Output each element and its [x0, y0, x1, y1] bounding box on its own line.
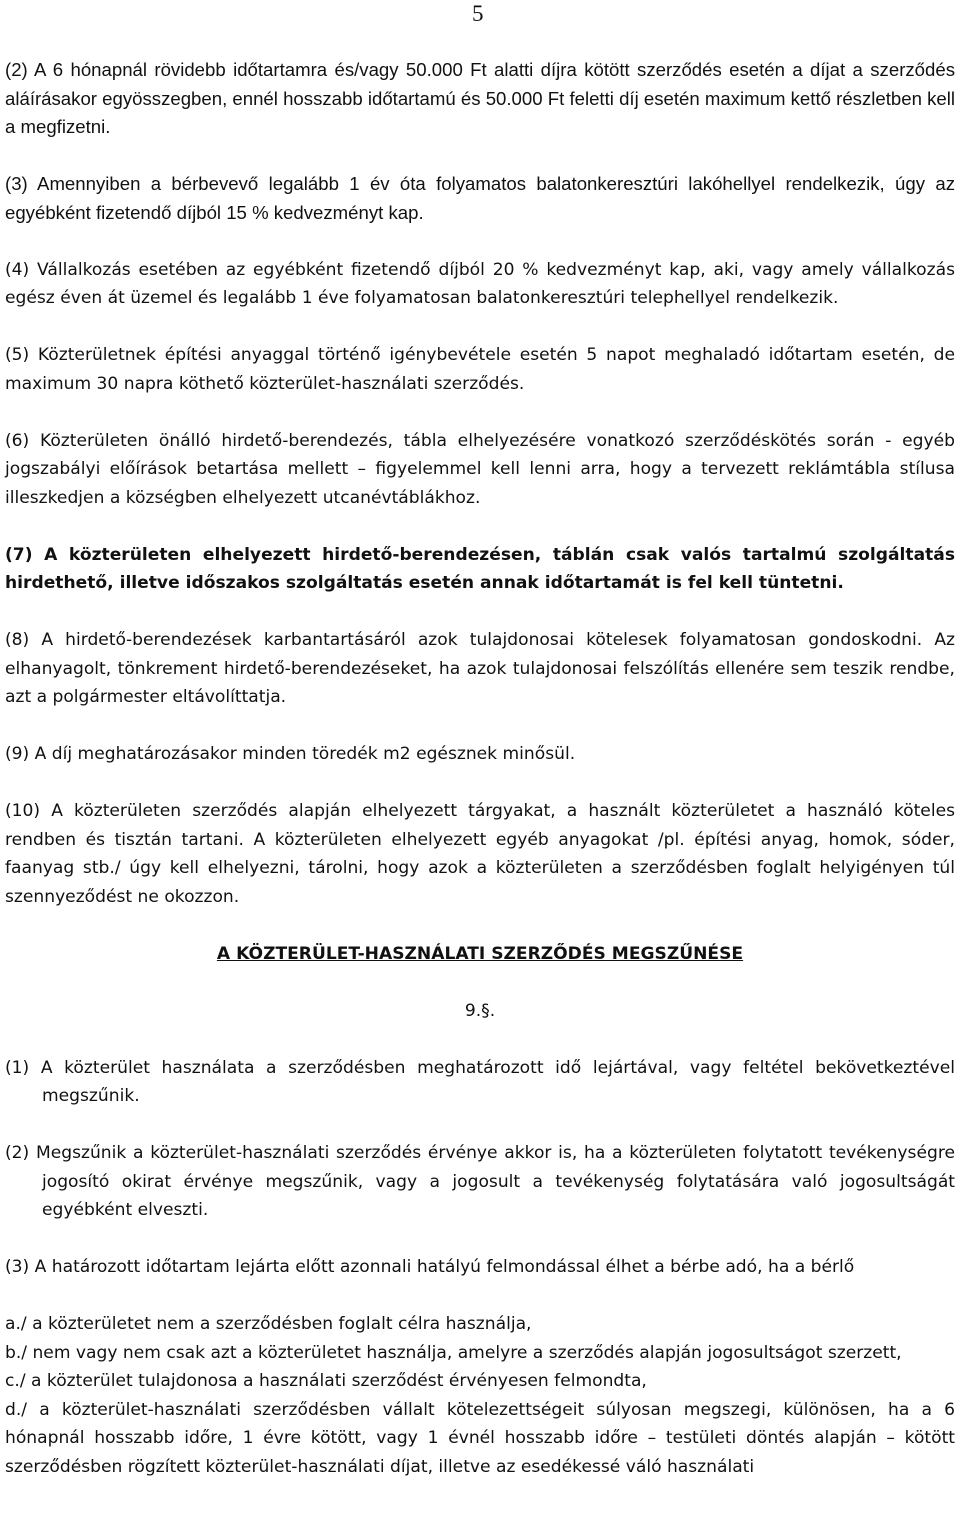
list-item: b./ nem vagy nem csak azt a közterületet használja, amelyre a szerződés alapján jogosultságot szerzett, — [5, 1342, 902, 1363]
document-body — [5, 56, 955, 1481]
section-paragraph-2: (2) Megszűnik a közterület-használati szerződés érvénye akkor is, ha a közterületen folytatott tevékenységre jogosító okirat érvénye megszűnik, vagy a jogosult a tevékenység folytatására való jogosultságát egyébként elveszti. — [5, 1143, 955, 1220]
section-paragraph-3: (3) A határozott időtartam lejárta előtt azonnali hatályú felmondással élhet a bérbe adó, ha a bérlő — [5, 1257, 855, 1277]
paragraph-10: (10) A közterületen szerződés alapján elhelyezett tárgyakat, a használt közterületet a használó köteles rendben és tisztán tartani. A közterületen elhelyezett egyéb anyagokat /pl. építési anyag, homok, sóder, faanyag stb./ úgy kell elhelyezni, tárolni, hogy azok a közterületen a szerződésben foglalt helyigényen túl szennyeződést ne okozzon. — [5, 801, 955, 907]
paragraph-5: (5) Közterületnek építési anyaggal történő igénybevétele esetén 5 napot meghaladó időtartam esetén, de maximum 30 napra köthető közterület-használati szerződés. — [5, 345, 955, 394]
section-paragraph-1: (1) A közterület használata a szerződésben meghatározott idő lejártával, vagy feltétel bekövetkeztével megszűnik. — [5, 1057, 955, 1106]
list-item: a./ a közterületet nem a szerződésben foglalt célra használja, — [5, 1314, 532, 1334]
paragraph-8: (8) A hirdető-berendezések karbantartásáról azok tulajdonosai kötelesek folyamatosan gondoskodni. Az elhanyagolt, tönkrement hirdető-berendezéseket, ha azok tulajdonosai felszólítás ellenére sem teszik rendbe, azt a polgármester eltávolíttatja. — [5, 630, 955, 707]
page-number: 5 — [472, 1, 484, 26]
paragraph-2: (2) A 6 hónapnál rövidebb időtartamra és/vagy 50.000 Ft alatti díjra kötött szerződés esetén a díjat a szerződés aláírásakor egyösszegben, ennél hosszabb időtartamú és 50.000 Ft feletti díj esetén maximum kettő részletben kell a megfizetni. — [5, 59, 955, 137]
list-item: c./ a közterület tulajdonosa a használati szerződést érvényesen felmondta, — [5, 1371, 647, 1391]
paragraph-4: (4) Vállalkozás esetében az egyébként fizetendő díjból 20 % kedvezményt kap, aki, vagy amely vállalkozás egész éven át üzemel és legalább 1 éve folyamatosan balatonkeresztúri telephellyel rendelkezik. — [5, 259, 955, 308]
paragraph-7: (7) A közterületen elhelyezett hirdető-berendezésen, táblán csak valós tartalmú szolgáltatás hirdethető, illetve időszakos szolgáltatás esetén annak időtartamát is fel kell tüntetni. — [5, 544, 955, 593]
termination-list — [5, 1310, 955, 1481]
section-heading: A KÖZTERÜLET-HASZNÁLATI SZERZŐDÉS MEGSZŰNÉSE — [216, 943, 744, 964]
paragraph-3: (3) Amennyiben a bérbevevő legalább 1 év óta folyamatos balatonkeresztúri lakóhellyel rendelkezik, úgy az egyébként fizetendő díjból 15 % kedvezményt kap. — [5, 173, 955, 223]
paragraph-9: (9) A díj meghatározásakor minden töredék m2 egésznek minősül. — [5, 744, 576, 764]
paragraph-6: (6) Közterületen önálló hirdető-berendezés, tábla elhelyezésére vonatkozó szerződéskötés során - egyéb jogszabályi előírások betartása mellett – figyelemmel kell lenni arra, hogy a tervezett reklámtábla stílusa illeszkedjen a községben elhelyezett utcanévtáblákhoz. — [5, 430, 955, 508]
list-item: d./ a közterület-használati szerződésben vállalt kötelezettségeit súlyosan megszegi, különösen, ha a 6 hónapnál hosszabb időre, 1 évre kötött, vagy 1 évnél hosszabb időre – testületi döntés alapján – kötött szerződésben rögzített közterület-használati díjat, illetve az esedékessé váló használati — [5, 1399, 955, 1477]
section-number: 9.§. — [464, 1000, 496, 1021]
